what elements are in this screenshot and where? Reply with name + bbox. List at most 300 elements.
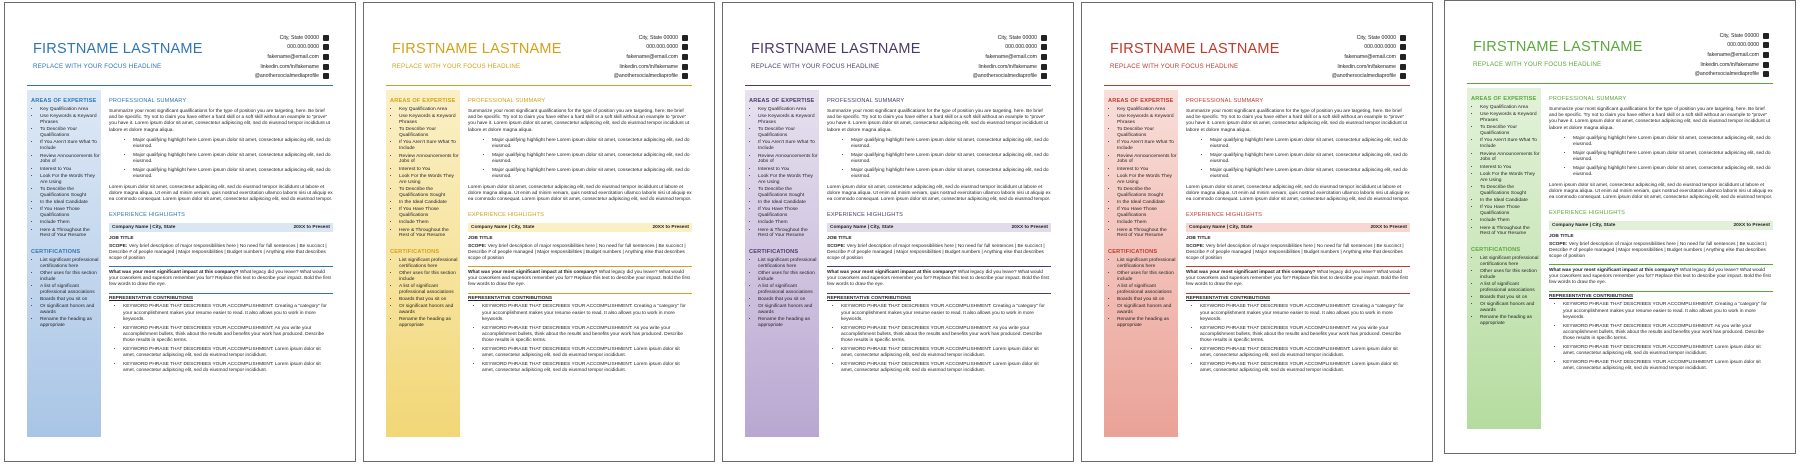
list-item: • Major qualifying highlight here Lorem ipsum dolor sit amet, consectetur adipiscing elit, sed do eiusmod. <box>133 138 333 150</box>
list-item: • If You Have Those Qualifications <box>399 207 460 219</box>
list-item: • To Describe Your Qualifications <box>1117 127 1178 139</box>
list-item: • Major qualifying highlight here Lorem ipsum dolor sit amet, consectetur adipiscing elit, sed do eiusmod. <box>851 153 1051 165</box>
home-icon <box>1763 33 1769 39</box>
main-column <box>468 90 692 376</box>
contact-location: City, State 00000 <box>189 33 329 43</box>
resume-page-5 <box>1444 0 1796 454</box>
job-dates: 20XX to Present <box>293 224 330 230</box>
list-item: • KEYWORD PHRASE THAT DESCRIBES YOUR ACCOMPLISHMENT: Lorem ipsum dolor sit amet, consectetur adipiscing elit, sed do eiusmod tempor incididunt. <box>1200 362 1410 374</box>
list-item: • Interest to You <box>1480 165 1541 171</box>
contact-email: fakename@email.com <box>189 52 329 62</box>
section-divider <box>827 266 1051 267</box>
list-item: • Rename the heading as appropriate <box>1480 315 1541 327</box>
company-name: Company Name | City, State <box>1552 222 1616 228</box>
section-divider <box>1549 264 1773 265</box>
list-item: • Use Keywords & Keyword Phrases <box>758 114 819 126</box>
list-item: • KEYWORD PHRASE THAT DESCRIBES YOUR ACCOMPLISHMENT: Lorem ipsum dolor sit amet, consectetur adipiscing elit, sed do eiusmod tempor incididunt. <box>841 362 1051 374</box>
list-item: • Or significant honors and awards <box>1480 302 1541 314</box>
list-item: • Interest to You <box>758 167 819 173</box>
list-item: • Major qualifying highlight here Lorem ipsum dolor sit amet, consectetur adipiscing elit, sed do eiusmod. <box>1573 151 1773 163</box>
list-item: • To Describe the Qualifications Sought <box>399 187 460 199</box>
experience-highlights-heading: EXPERIENCE HIGHLIGHTS <box>1549 209 1626 216</box>
contact-linkedin: linkedin.com/in/fakename <box>1629 60 1769 70</box>
contact-linkedin: linkedin.com/in/fakename <box>907 62 1047 72</box>
contact-email: fakename@email.com <box>548 52 688 62</box>
list-item: • If You Have Those Qualifications <box>758 207 819 219</box>
list-item: • Other uses for this section include <box>40 271 101 283</box>
areas-of-expertise-heading: AREAS OF EXPERTISE <box>749 98 815 104</box>
list-item: • A list of significant professional associations <box>758 284 819 296</box>
summary-paragraph: Summarize your most significant qualifications for the type of position you are targeting, here. Be brief and be specific. Try not to claim you have either a hard skill or a soft skill without an example to “prove” you have it. Lorem ipsum dolor sit amet, consectetur adipiscing elit, sed do eiusmod tempor incididunt ut labore et dolore magna aliqua. <box>468 109 690 133</box>
list-item: • List significant professional certifications here <box>758 258 819 270</box>
professional-summary-heading: PROFESSIONAL SUMMARY <box>109 98 187 104</box>
contact-social: @anothersocialmediaprofile <box>548 71 688 81</box>
list-item: • To Describe the Qualifications Sought <box>40 187 101 199</box>
list-item: • Or significant honors and awards <box>399 304 460 316</box>
sidebar <box>386 90 460 437</box>
scope-paragraph: SCOPE: Very brief description of major responsibilities here | No need for full sentences | Be succinct | Describe # of people managed | Major responsibilities | Budget numbers | Anything else that describes scope of position <box>827 243 1045 262</box>
list-item: • KEYWORD PHRASE THAT DESCRIBES YOUR ACCOMPLISHMENT: Lorem ipsum dolor sit amet, consectetur adipiscing elit, sed do eiusmod tempor incididunt. <box>482 347 692 359</box>
contributions-list <box>468 304 692 374</box>
company-bar <box>1186 223 1410 232</box>
list-item: • Rename the heading as appropriate <box>40 317 101 329</box>
areas-of-expertise-heading: AREAS OF EXPERTISE <box>390 98 456 104</box>
resume-page-4 <box>1081 2 1433 462</box>
expertise-list <box>27 107 101 239</box>
contact-block <box>548 33 688 81</box>
list-item: • KEYWORD PHRASE THAT DESCRIBES YOUR ACCOMPLISHMENT: Creating a “category” for your accomplishment makes your resume easier to read. It also allows you to work in more keywords. <box>1200 304 1410 323</box>
list-item: • Rename the heading as appropriate <box>1117 317 1178 329</box>
sidebar <box>1104 90 1178 437</box>
job-title: JOB TITLE <box>827 235 852 241</box>
list-item: • Look For the Words They Are Using <box>758 174 819 186</box>
list-item: • If You Have Those Qualifications <box>1480 205 1541 217</box>
section-divider <box>1186 293 1410 294</box>
job-dates: 20XX to Present <box>1370 224 1407 230</box>
list-item: • Major qualifying highlight here Lorem ipsum dolor sit amet, consectetur adipiscing elit, sed do eiusmod. <box>1210 153 1410 165</box>
list-item: • KEYWORD PHRASE THAT DESCRIBES YOUR ACCOMPLISHMENT: Creating a “category” for your accomplishment makes your resume easier to read. It also allows you to work in more keywords. <box>123 304 333 323</box>
linkedin-icon <box>1041 64 1047 70</box>
section-divider <box>109 266 333 267</box>
section-divider <box>1549 291 1773 292</box>
list-item: • If You Aren't Sure What To Include <box>40 140 101 152</box>
phone-icon <box>682 44 688 50</box>
phone-icon <box>1041 44 1047 50</box>
summary-paragraph-2: Lorem ipsum dolor sit amet, consectetur adipiscing elit, sed do eiusmod tempor incididunt ut labore et dolore magna aliqua. Ut enim ad minim veniam, quis nostrud exercitation ullamco laboris nisi ut aliquip ex ea commodo consequat. Lorem ipsum dolor sit amet, consectetur adipiscing elit, sed do eiusmod tempor. <box>1186 185 1410 203</box>
expertise-list <box>745 107 819 239</box>
company-bar <box>1549 221 1773 230</box>
list-item: • Other uses for this section include <box>1480 269 1541 281</box>
company-name: Company Name | City, State <box>830 224 894 230</box>
main-column <box>1186 90 1410 376</box>
list-item: • KEYWORD PHRASE THAT DESCRIBES YOUR ACCOMPLISHMENT: Creating a “category” for your accomplishment makes your resume easier to read. It also allows you to work in more keywords. <box>841 304 1051 323</box>
company-name: Company Name | City, State <box>112 224 176 230</box>
professional-summary-heading: PROFESSIONAL SUMMARY <box>827 98 905 104</box>
summary-highlights <box>109 138 333 180</box>
resume-header <box>1082 3 1432 87</box>
list-item: • Here & Throughout the Rest of Your Resume <box>399 228 460 240</box>
home-icon <box>682 35 688 41</box>
list-item: • Major qualifying highlight here Lorem ipsum dolor sit amet, consectetur adipiscing elit, sed do eiusmod. <box>133 168 333 180</box>
contact-block <box>1266 33 1406 81</box>
list-item: • A list of significant professional associations <box>1480 282 1541 294</box>
candidate-name: FIRSTNAME LASTNAME <box>392 41 562 57</box>
impact-paragraph: What was your most significant impact at this company? What legacy did you leave? What would your coworkers and superiors remember you for? Replace this text to describe your impact. Bold the first few words to draw the eye. <box>1186 270 1408 288</box>
scope-paragraph: SCOPE: Very brief description of major responsibilities here | No need for full sentences | Be succinct | Describe # of people managed | Major responsibilities | Budget numbers | Anything else that describes scope of position <box>468 243 686 262</box>
summary-paragraph: Summarize your most significant qualifications for the type of position you are targeting, here. Be brief and be specific. Try not to claim you have either a hard skill or a soft skill without an example to “prove” you have it. Lorem ipsum dolor sit amet, consectetur adipiscing elit, sed do eiusmod tempor incididunt ut labore et dolore magna aliqua. <box>1549 107 1771 131</box>
contact-phone: 000.000.0000 <box>1266 43 1406 53</box>
list-item: • If You Aren't Sure What To Include <box>1117 140 1178 152</box>
experience-highlights-heading: EXPERIENCE HIGHLIGHTS <box>1186 211 1263 218</box>
sidebar <box>745 90 819 437</box>
list-item: • KEYWORD PHRASE THAT DESCRIBES YOUR ACCOMPLISHMENT: Creating a “category” for your accomplishment makes your resume easier to read. It also allows you to work in more keywords. <box>482 304 692 323</box>
summary-paragraph-2: Lorem ipsum dolor sit amet, consectetur adipiscing elit, sed do eiusmod tempor incididunt ut labore et dolore magna aliqua. Ut enim ad minim veniam, quis nostrud exercitation ullamco laboris nisi ut aliquip ex ea commodo consequat. Lorem ipsum dolor sit amet, consectetur adipiscing elit, sed do eiusmod tempor. <box>109 185 333 203</box>
areas-of-expertise-heading: AREAS OF EXPERTISE <box>1471 96 1537 102</box>
list-item: • Other uses for this section include <box>1117 271 1178 283</box>
list-item: • KEYWORD PHRASE THAT DESCRIBES YOUR ACCOMPLISHMENT: As you write your accomplishment bullets, think about the results and benefits your work has produced. Describe those results in specific terms. <box>1563 324 1773 343</box>
candidate-name: FIRSTNAME LASTNAME <box>33 41 203 57</box>
list-item: • Interest to You <box>1117 167 1178 173</box>
list-item: • Review Announcements for Jobs of <box>1117 154 1178 166</box>
list-item: • In the Ideal Candidate <box>40 200 101 206</box>
email-icon <box>682 54 688 60</box>
list-item: • KEYWORD PHRASE THAT DESCRIBES YOUR ACCOMPLISHMENT: As you write your accomplishment bullets, think about the results and benefits your work has produced. Describe those results in specific terms. <box>841 326 1051 345</box>
list-item: • If You Aren't Sure What To Include <box>758 140 819 152</box>
email-icon <box>1400 54 1406 60</box>
list-item: • Key Qualification Area <box>40 107 101 113</box>
list-item: • KEYWORD PHRASE THAT DESCRIBES YOUR ACCOMPLISHMENT: Lorem ipsum dolor sit amet, consectetur adipiscing elit, sed do eiusmod tempor incididunt. <box>482 362 692 374</box>
header-divider <box>1467 83 1773 84</box>
resume-page-3 <box>722 2 1074 462</box>
list-item: • List significant professional certifications here <box>399 258 460 270</box>
sidebar <box>27 90 101 437</box>
list-item: • Major qualifying highlight here Lorem ipsum dolor sit amet, consectetur adipiscing elit, sed do eiusmod. <box>1573 166 1773 178</box>
list-item: • Look For the Words They Are Using <box>399 174 460 186</box>
summary-highlights <box>827 138 1051 180</box>
list-item: • In the Ideal Candidate <box>758 200 819 206</box>
list-item: • Key Qualification Area <box>1480 105 1541 111</box>
section-divider <box>109 293 333 294</box>
list-item: • Or significant honors and awards <box>1117 304 1178 316</box>
linkedin-icon <box>682 64 688 70</box>
contact-linkedin: linkedin.com/in/fakename <box>1266 62 1406 72</box>
summary-paragraph-2: Lorem ipsum dolor sit amet, consectetur adipiscing elit, sed do eiusmod tempor incididunt ut labore et dolore magna aliqua. Ut enim ad minim veniam, quis nostrud exercitation ullamco laboris nisi ut aliquip ex ea commodo consequat. Lorem ipsum dolor sit amet, consectetur adipiscing elit, sed do eiusmod tempor. <box>827 185 1051 203</box>
contact-location: City, State 00000 <box>907 33 1047 43</box>
contact-email: fakename@email.com <box>1629 50 1769 60</box>
experience-highlights-heading: EXPERIENCE HIGHLIGHTS <box>468 211 545 218</box>
contact-block <box>907 33 1047 81</box>
linkedin-icon <box>1763 62 1769 68</box>
contributions-heading: REPRESENTATIVE CONTRIBUTIONS <box>1549 294 1634 300</box>
contact-location: City, State 00000 <box>1266 33 1406 43</box>
certifications-list <box>1467 256 1541 327</box>
company-bar <box>468 223 692 232</box>
resume-page-2 <box>363 2 715 462</box>
twitter-icon <box>323 73 329 79</box>
summary-highlights <box>1549 136 1773 178</box>
list-item: • Use Keywords & Keyword Phrases <box>399 114 460 126</box>
list-item: • KEYWORD PHRASE THAT DESCRIBES YOUR ACCOMPLISHMENT: Lorem ipsum dolor sit amet, consectetur adipiscing elit, sed do eiusmod tempor incididunt. <box>1563 360 1773 372</box>
twitter-icon <box>1041 73 1047 79</box>
list-item: • KEYWORD PHRASE THAT DESCRIBES YOUR ACCOMPLISHMENT: As you write your accomplishment bullets, think about the results and benefits your work has produced. Describe those results in specific terms. <box>1200 326 1410 345</box>
summary-highlights <box>1186 138 1410 180</box>
list-item: • KEYWORD PHRASE THAT DESCRIBES YOUR ACCOMPLISHMENT: Creating a “category” for your accomplishment makes your resume easier to read. It also allows you to work in more keywords. <box>1563 302 1773 321</box>
contact-phone: 000.000.0000 <box>907 43 1047 53</box>
certifications-list <box>386 258 460 329</box>
list-item: • Rename the heading as appropriate <box>758 317 819 329</box>
email-icon <box>1041 54 1047 60</box>
list-item: • Boards that you sit on <box>399 297 460 303</box>
resume-header <box>1445 1 1795 85</box>
list-item: • If You Have Those Qualifications <box>40 207 101 219</box>
contact-email: fakename@email.com <box>907 52 1047 62</box>
candidate-name: FIRSTNAME LASTNAME <box>1473 39 1643 55</box>
contact-block <box>189 33 329 81</box>
list-item: • KEYWORD PHRASE THAT DESCRIBES YOUR ACCOMPLISHMENT: As you write your accomplishment bullets, think about the results and benefits your work has produced. Describe those results in specific terms. <box>123 326 333 345</box>
list-item: • Interest to You <box>40 167 101 173</box>
impact-paragraph: What was your most significant impact at this company? What legacy did you leave? What would your coworkers and superiors remember you for? Replace this text to describe your impact. Bold the first few words to draw the eye. <box>827 270 1049 288</box>
resume-header <box>364 3 714 87</box>
list-item: • In the Ideal Candidate <box>1117 200 1178 206</box>
list-item: • Include Them <box>399 220 460 226</box>
contact-phone: 000.000.0000 <box>548 43 688 53</box>
list-item: • Major qualifying highlight here Lorem ipsum dolor sit amet, consectetur adipiscing elit, sed do eiusmod. <box>492 138 692 150</box>
job-dates: 20XX to Present <box>652 224 689 230</box>
header-divider <box>745 85 1051 86</box>
scope-paragraph: SCOPE: Very brief description of major responsibilities here | No need for full sentences | Be succinct | Describe # of people managed | Major responsibilities | Budget numbers | Anything else that describes scope of position <box>1186 243 1404 262</box>
linkedin-icon <box>1400 64 1406 70</box>
contact-social: @anothersocialmediaprofile <box>1266 71 1406 81</box>
section-divider <box>827 293 1051 294</box>
contact-social: @anothersocialmediaprofile <box>907 71 1047 81</box>
list-item: • Here & Throughout the Rest of Your Resume <box>1480 226 1541 238</box>
contact-location: City, State 00000 <box>548 33 688 43</box>
list-item: • Other uses for this section include <box>758 271 819 283</box>
list-item: • KEYWORD PHRASE THAT DESCRIBES YOUR ACCOMPLISHMENT: Lorem ipsum dolor sit amet, consectetur adipiscing elit, sed do eiusmod tempor incididunt. <box>1563 345 1773 357</box>
list-item: • Look For the Words They Are Using <box>1117 174 1178 186</box>
contributions-list <box>1549 302 1773 372</box>
summary-paragraph: Summarize your most significant qualifications for the type of position you are targeting, here. Be brief and be specific. Try not to claim you have either a hard skill or a soft skill without an example to “prove” you have it. Lorem ipsum dolor sit amet, consectetur adipiscing elit, sed do eiusmod tempor incididunt ut labore et dolore magna aliqua. <box>1186 109 1408 133</box>
job-title: JOB TITLE <box>1549 233 1574 239</box>
list-item: • To Describe the Qualifications Sought <box>758 187 819 199</box>
list-item: • To Describe Your Qualifications <box>1480 125 1541 137</box>
list-item: • Include Them <box>40 220 101 226</box>
list-item: • To Describe Your Qualifications <box>40 127 101 139</box>
summary-paragraph-2: Lorem ipsum dolor sit amet, consectetur adipiscing elit, sed do eiusmod tempor incididunt ut labore et dolore magna aliqua. Ut enim ad minim veniam, quis nostrud exercitation ullamco laboris nisi ut aliquip ex ea commodo consequat. Lorem ipsum dolor sit amet, consectetur adipiscing elit, sed do eiusmod tempor. <box>1549 183 1773 201</box>
list-item: • Major qualifying highlight here Lorem ipsum dolor sit amet, consectetur adipiscing elit, sed do eiusmod. <box>492 168 692 180</box>
list-item: • Review Announcements for Jobs of <box>1480 152 1541 164</box>
contributions-heading: REPRESENTATIVE CONTRIBUTIONS <box>468 296 553 302</box>
certifications-list <box>27 258 101 329</box>
list-item: • If You Aren't Sure What To Include <box>399 140 460 152</box>
twitter-icon <box>1400 73 1406 79</box>
list-item: • KEYWORD PHRASE THAT DESCRIBES YOUR ACCOMPLISHMENT: Lorem ipsum dolor sit amet, consectetur adipiscing elit, sed do eiusmod tempor incididunt. <box>841 347 1051 359</box>
sidebar <box>1467 88 1541 429</box>
section-divider <box>468 266 692 267</box>
list-item: • Review Announcements for Jobs of <box>758 154 819 166</box>
focus-headline: REPLACE WITH YOUR FOCUS HEADLINE <box>1473 61 1602 68</box>
contributions-heading: REPRESENTATIVE CONTRIBUTIONS <box>1186 296 1271 302</box>
linkedin-icon <box>323 64 329 70</box>
candidate-name: FIRSTNAME LASTNAME <box>1110 41 1280 57</box>
list-item: • Use Keywords & Keyword Phrases <box>40 114 101 126</box>
list-item: • KEYWORD PHRASE THAT DESCRIBES YOUR ACCOMPLISHMENT: Lorem ipsum dolor sit amet, consectetur adipiscing elit, sed do eiusmod tempor incididunt. <box>123 347 333 359</box>
phone-icon <box>1400 44 1406 50</box>
home-icon <box>1400 35 1406 41</box>
list-item: • Other uses for this section include <box>399 271 460 283</box>
list-item: • If You Aren't Sure What To Include <box>1480 138 1541 150</box>
areas-of-expertise-heading: AREAS OF EXPERTISE <box>1108 98 1174 104</box>
twitter-icon <box>1763 71 1769 77</box>
list-item: • Interest to You <box>399 167 460 173</box>
main-column <box>1549 88 1773 374</box>
list-item: • Boards that you sit on <box>40 297 101 303</box>
list-item: • To Describe Your Qualifications <box>399 127 460 139</box>
list-item: • To Describe Your Qualifications <box>758 127 819 139</box>
list-item: • List significant professional certifications here <box>1480 256 1541 268</box>
list-item: • Include Them <box>1480 218 1541 224</box>
list-item: • Boards that you sit on <box>1480 295 1541 301</box>
company-bar <box>109 223 333 232</box>
list-item: • Or significant honors and awards <box>758 304 819 316</box>
list-item: • Boards that you sit on <box>1117 297 1178 303</box>
certifications-heading: CERTIFICATIONS <box>390 248 440 255</box>
professional-summary-heading: PROFESSIONAL SUMMARY <box>1186 98 1264 104</box>
summary-paragraph: Summarize your most significant qualifications for the type of position you are targeting, here. Be brief and be specific. Try not to claim you have either a hard skill or a soft skill without an example to “prove” you have it. Lorem ipsum dolor sit amet, consectetur adipiscing elit, sed do eiusmod tempor incididunt ut labore et dolore magna aliqua. <box>109 109 331 133</box>
scope-paragraph: SCOPE: Very brief description of major responsibilities here | No need for full sentences | Be succinct | Describe # of people managed | Major responsibilities | Budget numbers | Anything else that describes scope of position <box>1549 241 1767 260</box>
list-item: • Major qualifying highlight here Lorem ipsum dolor sit amet, consectetur adipiscing elit, sed do eiusmod. <box>1210 168 1410 180</box>
contact-social: @anothersocialmediaprofile <box>189 71 329 81</box>
job-title: JOB TITLE <box>1186 235 1211 241</box>
section-divider <box>1186 266 1410 267</box>
contact-email: fakename@email.com <box>1266 52 1406 62</box>
focus-headline: REPLACE WITH YOUR FOCUS HEADLINE <box>1110 63 1239 70</box>
expertise-list <box>386 107 460 239</box>
list-item: • To Describe the Qualifications Sought <box>1480 185 1541 197</box>
resume-header <box>723 3 1073 87</box>
list-item: • Major qualifying highlight here Lorem ipsum dolor sit amet, consectetur adipiscing elit, sed do eiusmod. <box>133 153 333 165</box>
certifications-heading: CERTIFICATIONS <box>31 248 81 255</box>
list-item: • A list of significant professional associations <box>40 284 101 296</box>
contact-linkedin: linkedin.com/in/fakename <box>189 62 329 72</box>
job-title: JOB TITLE <box>468 235 493 241</box>
contact-linkedin: linkedin.com/in/fakename <box>548 62 688 72</box>
list-item: • Key Qualification Area <box>758 107 819 113</box>
experience-highlights-heading: EXPERIENCE HIGHLIGHTS <box>109 211 186 218</box>
job-dates: 20XX to Present <box>1011 224 1048 230</box>
list-item: • Major qualifying highlight here Lorem ipsum dolor sit amet, consectetur adipiscing elit, sed do eiusmod. <box>851 168 1051 180</box>
summary-highlights <box>468 138 692 180</box>
contributions-list <box>827 304 1051 374</box>
list-item: • In the Ideal Candidate <box>399 200 460 206</box>
focus-headline: REPLACE WITH YOUR FOCUS HEADLINE <box>33 63 162 70</box>
list-item: • Review Announcements for Jobs of <box>40 154 101 166</box>
header-divider <box>27 85 333 86</box>
list-item: • To Describe the Qualifications Sought <box>1117 187 1178 199</box>
list-item: • Here & Throughout the Rest of Your Resume <box>758 228 819 240</box>
professional-summary-heading: PROFESSIONAL SUMMARY <box>468 98 546 104</box>
summary-paragraph-2: Lorem ipsum dolor sit amet, consectetur adipiscing elit, sed do eiusmod tempor incididunt ut labore et dolore magna aliqua. Ut enim ad minim veniam, quis nostrud exercitation ullamco laboris nisi ut aliquip ex ea commodo consequat. Lorem ipsum dolor sit amet, consectetur adipiscing elit, sed do eiusmod tempor. <box>468 185 692 203</box>
contributions-heading: REPRESENTATIVE CONTRIBUTIONS <box>109 296 194 302</box>
certifications-heading: CERTIFICATIONS <box>1108 248 1158 255</box>
contributions-heading: REPRESENTATIVE CONTRIBUTIONS <box>827 296 912 302</box>
company-bar <box>827 223 1051 232</box>
section-divider <box>468 293 692 294</box>
certifications-list <box>745 258 819 329</box>
impact-paragraph: What was your most significant impact at this company? What legacy did you leave? What would your coworkers and superiors remember you for? Replace this text to describe your impact. Bold the first few words to draw the eye. <box>468 270 690 288</box>
company-name: Company Name | City, State <box>1189 224 1253 230</box>
list-item: • Here & Throughout the Rest of Your Resume <box>40 228 101 240</box>
contact-phone: 000.000.0000 <box>1629 41 1769 51</box>
focus-headline: REPLACE WITH YOUR FOCUS HEADLINE <box>751 63 880 70</box>
contact-block <box>1629 31 1769 79</box>
contact-location: City, State 00000 <box>1629 31 1769 41</box>
resume-header <box>5 3 355 87</box>
areas-of-expertise-heading: AREAS OF EXPERTISE <box>31 98 97 104</box>
list-item: • Use Keywords & Keyword Phrases <box>1117 114 1178 126</box>
list-item: • Review Announcements for Jobs of <box>399 154 460 166</box>
list-item: • Key Qualification Area <box>1117 107 1178 113</box>
contact-social: @anothersocialmediaprofile <box>1629 69 1769 79</box>
list-item: • Use Keywords & Keyword Phrases <box>1480 112 1541 124</box>
list-item: • KEYWORD PHRASE THAT DESCRIBES YOUR ACCOMPLISHMENT: Lorem ipsum dolor sit amet, consectetur adipiscing elit, sed do eiusmod tempor incididunt. <box>1200 347 1410 359</box>
phone-icon <box>1763 42 1769 48</box>
main-column <box>827 90 1051 376</box>
experience-highlights-heading: EXPERIENCE HIGHLIGHTS <box>827 211 904 218</box>
list-item: • Major qualifying highlight here Lorem ipsum dolor sit amet, consectetur adipiscing elit, sed do eiusmod. <box>851 138 1051 150</box>
focus-headline: REPLACE WITH YOUR FOCUS HEADLINE <box>392 63 521 70</box>
header-divider <box>386 85 692 86</box>
header-divider <box>1104 85 1410 86</box>
certifications-list <box>1104 258 1178 329</box>
list-item: • Include Them <box>1117 220 1178 226</box>
list-item: • Major qualifying highlight here Lorem ipsum dolor sit amet, consectetur adipiscing elit, sed do eiusmod. <box>492 153 692 165</box>
list-item: • In the Ideal Candidate <box>1480 198 1541 204</box>
scope-paragraph: SCOPE: Very brief description of major responsibilities here | No need for full sentences | Be succinct | Describe # of people managed | Major responsibilities | Budget numbers | Anything else that describes scope of position <box>109 243 327 262</box>
email-icon <box>1763 52 1769 58</box>
twitter-icon <box>682 73 688 79</box>
contact-phone: 000.000.0000 <box>189 43 329 53</box>
list-item: • KEYWORD PHRASE THAT DESCRIBES YOUR ACCOMPLISHMENT: Lorem ipsum dolor sit amet, consectetur adipiscing elit, sed do eiusmod tempor incididunt. <box>123 362 333 374</box>
professional-summary-heading: PROFESSIONAL SUMMARY <box>1549 96 1627 102</box>
candidate-name: FIRSTNAME LASTNAME <box>751 41 921 57</box>
resume-page-1 <box>4 2 356 462</box>
list-item: • Here & Throughout the Rest of Your Resume <box>1117 228 1178 240</box>
list-item: • Look For the Words They Are Using <box>1480 172 1541 184</box>
certifications-heading: CERTIFICATIONS <box>749 248 799 255</box>
impact-paragraph: What was your most significant impact at this company? What legacy did you leave? What would your coworkers and superiors remember you for? Replace this text to describe your impact. Bold the first few words to draw the eye. <box>109 270 331 288</box>
list-item: • Major qualifying highlight here Lorem ipsum dolor sit amet, consectetur adipiscing elit, sed do eiusmod. <box>1210 138 1410 150</box>
contributions-list <box>1186 304 1410 374</box>
list-item: • Key Qualification Area <box>399 107 460 113</box>
home-icon <box>1041 35 1047 41</box>
list-item: • If You Have Those Qualifications <box>1117 207 1178 219</box>
list-item: • Boards that you sit on <box>758 297 819 303</box>
list-item: • A list of significant professional associations <box>399 284 460 296</box>
expertise-list <box>1467 105 1541 237</box>
list-item: • Or significant honors and awards <box>40 304 101 316</box>
phone-icon <box>323 44 329 50</box>
certifications-heading: CERTIFICATIONS <box>1471 246 1521 253</box>
main-column <box>109 90 333 376</box>
expertise-list <box>1104 107 1178 239</box>
list-item: • Major qualifying highlight here Lorem ipsum dolor sit amet, consectetur adipiscing elit, sed do eiusmod. <box>1573 136 1773 148</box>
email-icon <box>323 54 329 60</box>
impact-paragraph: What was your most significant impact at this company? What legacy did you leave? What would your coworkers and superiors remember you for? Replace this text to describe your impact. Bold the first few words to draw the eye. <box>1549 268 1771 286</box>
summary-paragraph: Summarize your most significant qualifications for the type of position you are targeting, here. Be brief and be specific. Try not to claim you have either a hard skill or a soft skill without an example to “prove” you have it. Lorem ipsum dolor sit amet, consectetur adipiscing elit, sed do eiusmod tempor incididunt ut labore et dolore magna aliqua. <box>827 109 1049 133</box>
job-dates: 20XX to Present <box>1733 222 1770 228</box>
list-item: • List significant professional certifications here <box>40 258 101 270</box>
